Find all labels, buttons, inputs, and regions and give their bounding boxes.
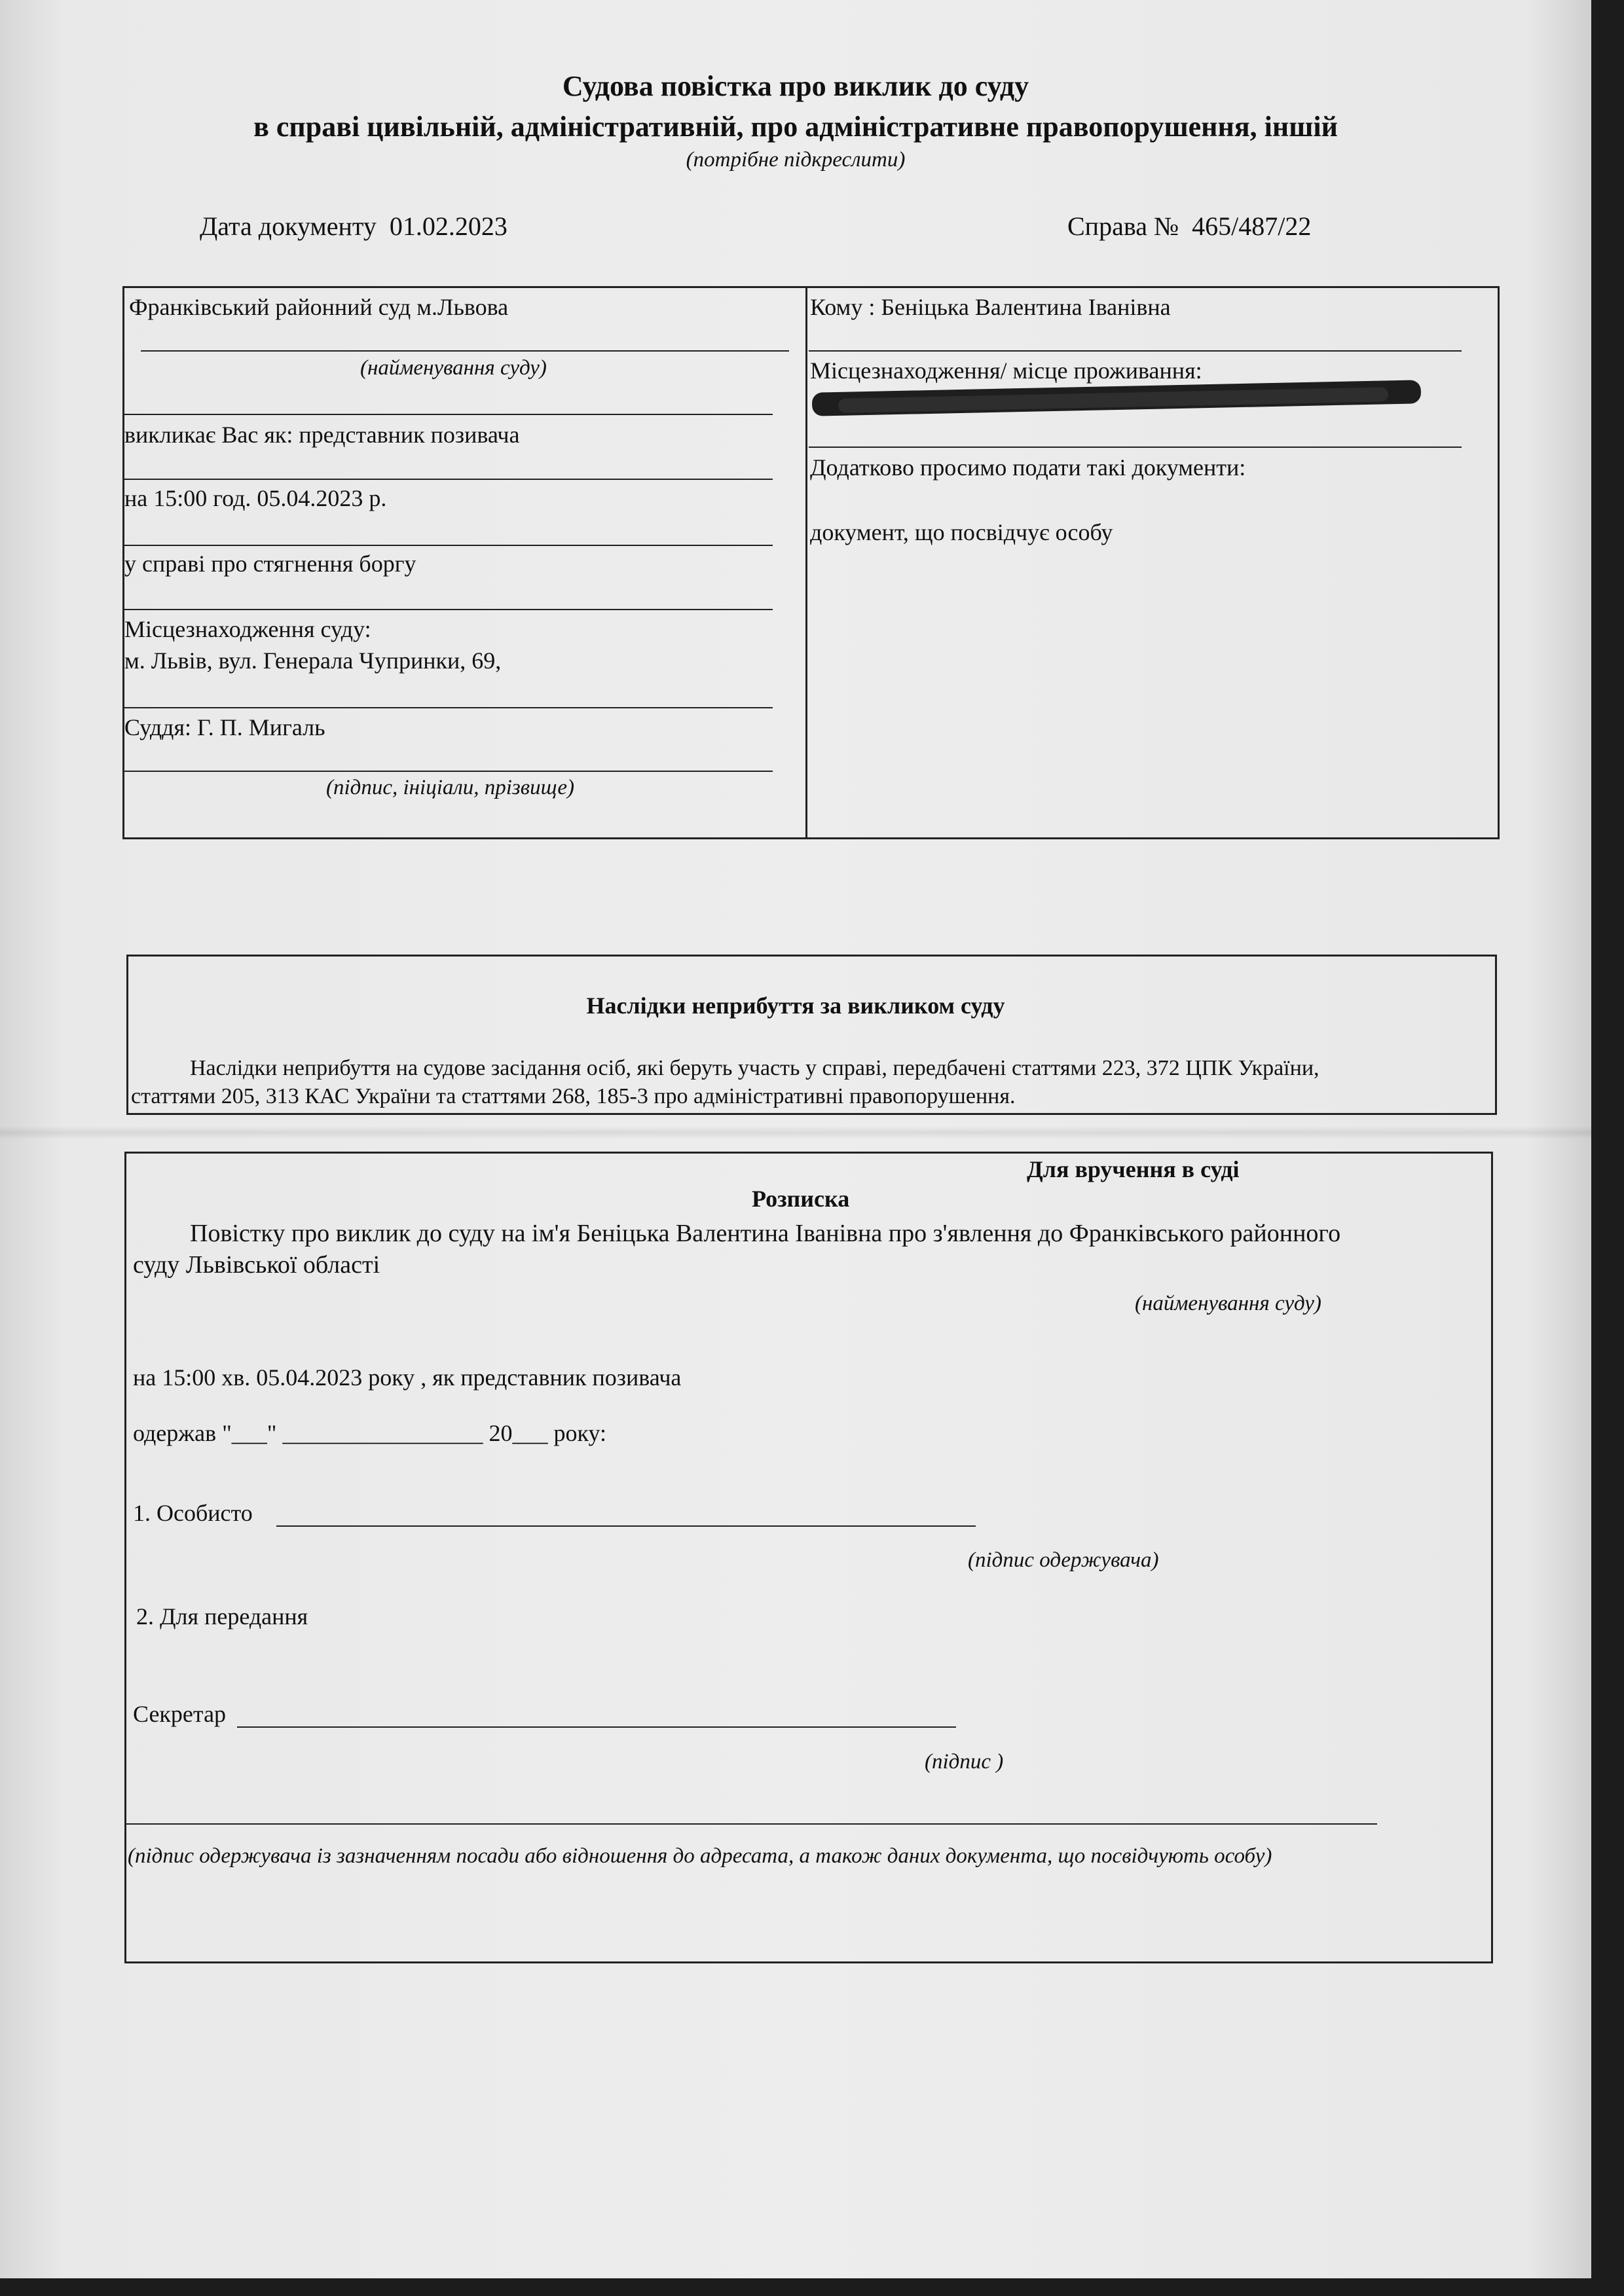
- residence-line: [809, 446, 1462, 448]
- judge-sign-caption: (підпис, ініціали, прізвище): [326, 776, 575, 799]
- hearing-time: на 15:00 год. 05.04.2023 р.: [124, 485, 387, 511]
- residence-label: Місцезнаходження/ місце проживання:: [810, 357, 1202, 384]
- secretary-sign-line: [237, 1726, 956, 1728]
- divider-line-5: [124, 707, 773, 708]
- judge-name: Суддя: Г. П. Мигаль: [124, 714, 325, 740]
- case-number: [1067, 211, 1311, 242]
- summons-role: викликає Вас як: представник позивача: [124, 422, 520, 448]
- table-divider: [805, 286, 807, 839]
- court-name: Франківський районний суд м.Львова: [129, 294, 509, 320]
- court-caption: (найменування суду): [360, 356, 547, 380]
- recipient-sign-caption: (підпис одержувача): [968, 1548, 1159, 1572]
- court-location-value: м. Львів, вул. Генерала Чупринки, 69,: [124, 647, 502, 674]
- footer-sign-line: [126, 1823, 1377, 1825]
- for-court-label: Для вручення в суді: [1027, 1156, 1240, 1182]
- secretary-label: Секретар: [133, 1701, 227, 1727]
- receipt-time-line: на 15:00 хв. 05.04.2023 року , як представник позивача: [133, 1364, 682, 1391]
- case-subject: у справі про стягнення боргу: [124, 551, 416, 577]
- transfer-label: 2. Для передання: [136, 1603, 308, 1630]
- divider-line-4: [124, 609, 773, 610]
- personally-sign-line: [276, 1525, 976, 1527]
- title-line-2: в справі цивільній, адміністративній, про адміністративне правопорушення, іншій: [253, 111, 1338, 143]
- consequences-line-2: статтями 205, 313 КАС України та статтями 268, 185-3 про адміністративні правопорушення.: [131, 1084, 1016, 1108]
- divider-line-2: [124, 479, 773, 480]
- secretary-sign-caption: (підпис ): [925, 1750, 1004, 1774]
- receipt-line-1: Повістку про виклик до суду на ім'я Беніцька Валентина Іванівна про з'явлення до Франківського районного: [190, 1220, 1341, 1247]
- recipient-name: Кому : Беніцька Валентина Іванівна: [810, 294, 1171, 320]
- date-label: Дата документу: [200, 211, 377, 241]
- document-date: [200, 211, 507, 242]
- paper-fold: [0, 1126, 1591, 1139]
- court-name-line: [141, 350, 789, 352]
- title-line-1: Судова повістка про виклик до суду: [562, 70, 1029, 102]
- documents-label: Додатково просимо подати такі документи:: [810, 454, 1246, 481]
- underline-note: (потрібне підкреслити): [686, 148, 906, 172]
- receipt-court-caption: (найменування суду): [1135, 1292, 1321, 1315]
- consequences-title: Наслідки неприбуття за викликом суду: [586, 993, 1005, 1019]
- divider-line-6: [124, 771, 773, 772]
- consequences-line-1: Наслідки неприбуття на судове засідання осіб, які беруть участь у справі, передбачені статтями 223, 372 ЦПК України,: [190, 1056, 1320, 1080]
- court-location-label: Місцезнаходження суду:: [124, 616, 371, 642]
- documents-value: документ, що посвідчує особу: [810, 519, 1113, 545]
- footer-caption: (підпис одержувача із зазначенням посади або відношення до адресата, а також даних документа, що посвідчують особу): [128, 1844, 1272, 1868]
- receipt-title: Розписка: [752, 1186, 850, 1212]
- receipt-line-2: суду Львівської області: [133, 1251, 380, 1279]
- date-value: 01.02.2023: [389, 211, 507, 241]
- divider-line-1: [124, 414, 773, 415]
- case-value: 465/487/22: [1192, 211, 1312, 241]
- personally-label: 1. Особисто: [133, 1500, 253, 1526]
- received-date-line: одержав "___" _________________ 20___ року:: [133, 1420, 607, 1446]
- divider-line-3: [124, 545, 773, 546]
- case-label: Справа №: [1067, 211, 1179, 241]
- recipient-line: [809, 350, 1462, 352]
